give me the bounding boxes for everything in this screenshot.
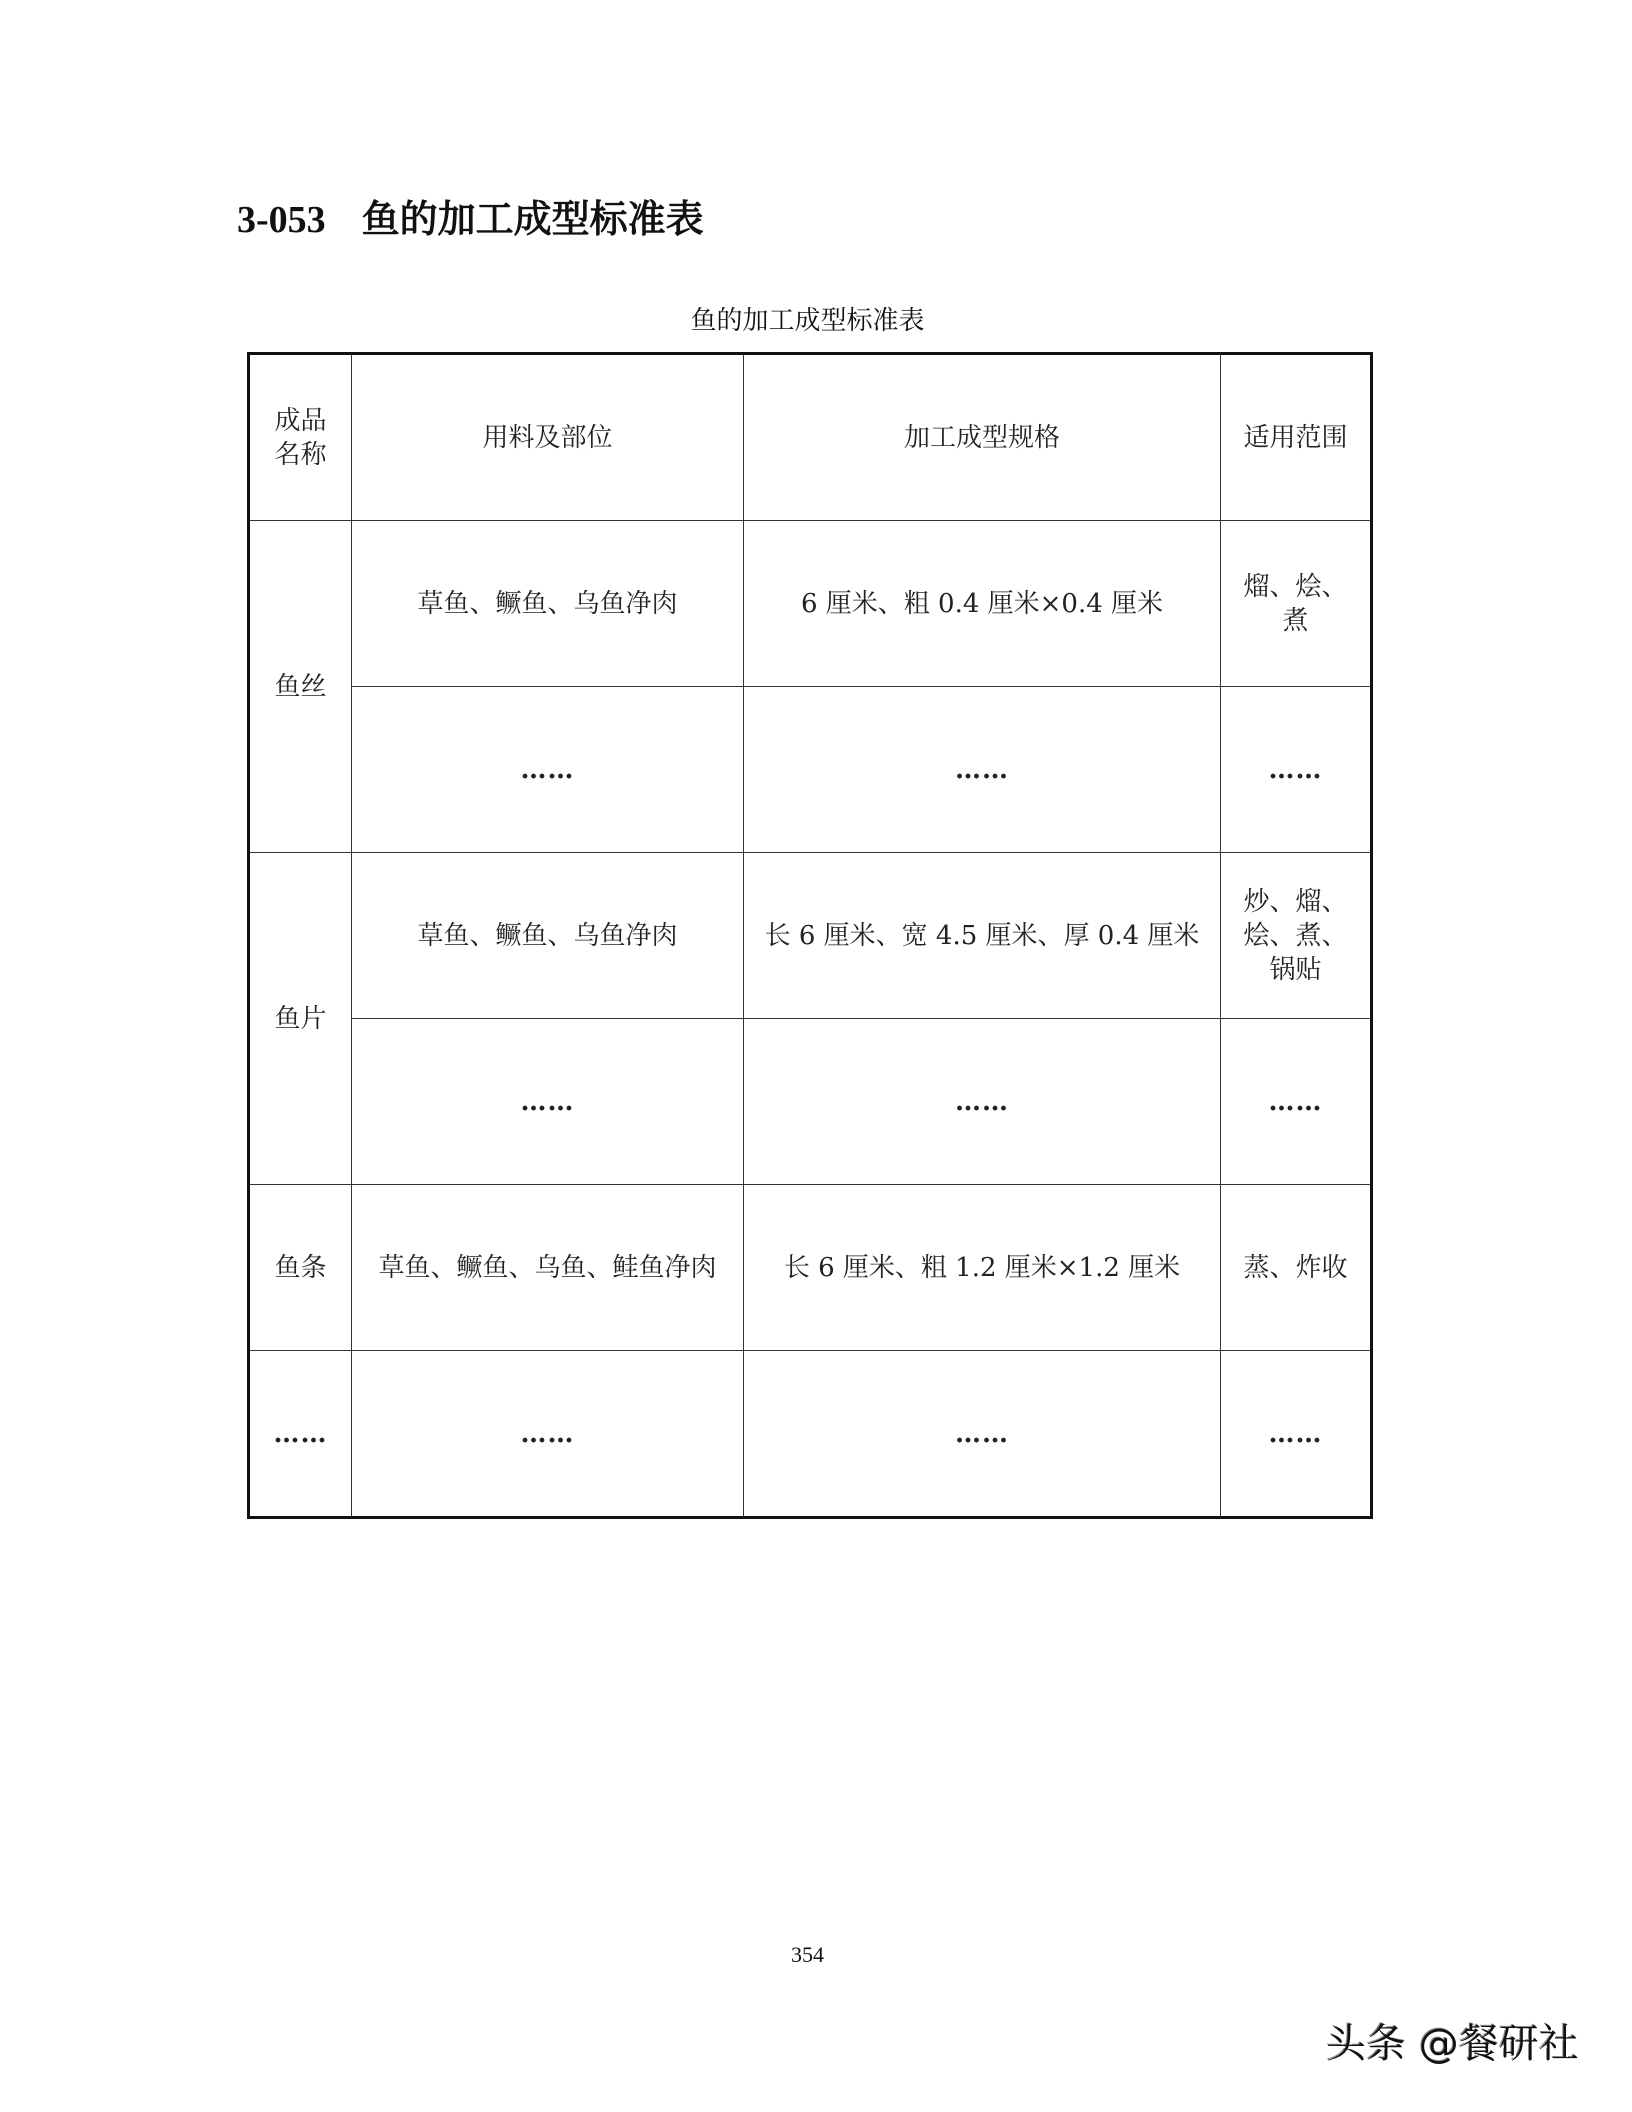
cell-use: 蒸、炸收 [1221,1185,1372,1351]
cell-spec: 6 厘米、粗 0.4 厘米×0.4 厘米 [744,521,1221,687]
cell-spec: …… [744,687,1221,853]
cell-material: 草鱼、鳜鱼、乌鱼、鲑鱼净肉 [352,1185,744,1351]
table-row [249,853,1372,1019]
cell-material: 草鱼、鳜鱼、乌鱼净肉 [352,521,744,687]
cell-use: …… [1221,687,1372,853]
table-header-row [249,354,1372,521]
section-heading [237,188,704,243]
cell-name: …… [249,1351,352,1518]
cell-material: …… [352,1351,744,1518]
cell-name: 鱼条 [249,1185,352,1351]
table-row [249,1019,1372,1185]
cell-use: …… [1221,1019,1372,1185]
watermark: 头条 @餐研社 [1326,2021,1579,2067]
cell-spec: …… [744,1019,1221,1185]
fish-processing-table [247,352,1373,1519]
cell-material: …… [352,1019,744,1185]
table-caption: 鱼的加工成型标准表 [690,306,925,336]
cell-use: 炒、熘、烩、煮、锅贴 [1221,853,1372,1019]
cell-name: 鱼丝 [249,521,352,853]
header-material: 用料及部位 [352,354,744,521]
table-row [249,521,1372,687]
cell-material: …… [352,687,744,853]
cell-material: 草鱼、鳜鱼、乌鱼净肉 [352,853,744,1019]
table-row [249,1185,1372,1351]
cell-name: 鱼片 [249,853,352,1185]
section-number: 3-053 [237,199,326,241]
cell-spec: 长 6 厘米、宽 4.5 厘米、厚 0.4 厘米 [744,853,1221,1019]
header-product-name: 成品名称 [249,354,352,521]
cell-use: …… [1221,1351,1372,1518]
cell-spec: …… [744,1351,1221,1518]
cell-use: 熘、烩、煮 [1221,521,1372,687]
cell-spec: 长 6 厘米、粗 1.2 厘米×1.2 厘米 [744,1185,1221,1351]
section-title: 鱼的加工成型标准表 [361,196,704,241]
header-use: 适用范围 [1221,354,1372,521]
page-number: 354 [791,1942,824,1967]
table-row [249,687,1372,853]
table-row [249,1351,1372,1518]
header-spec: 加工成型规格 [744,354,1221,521]
